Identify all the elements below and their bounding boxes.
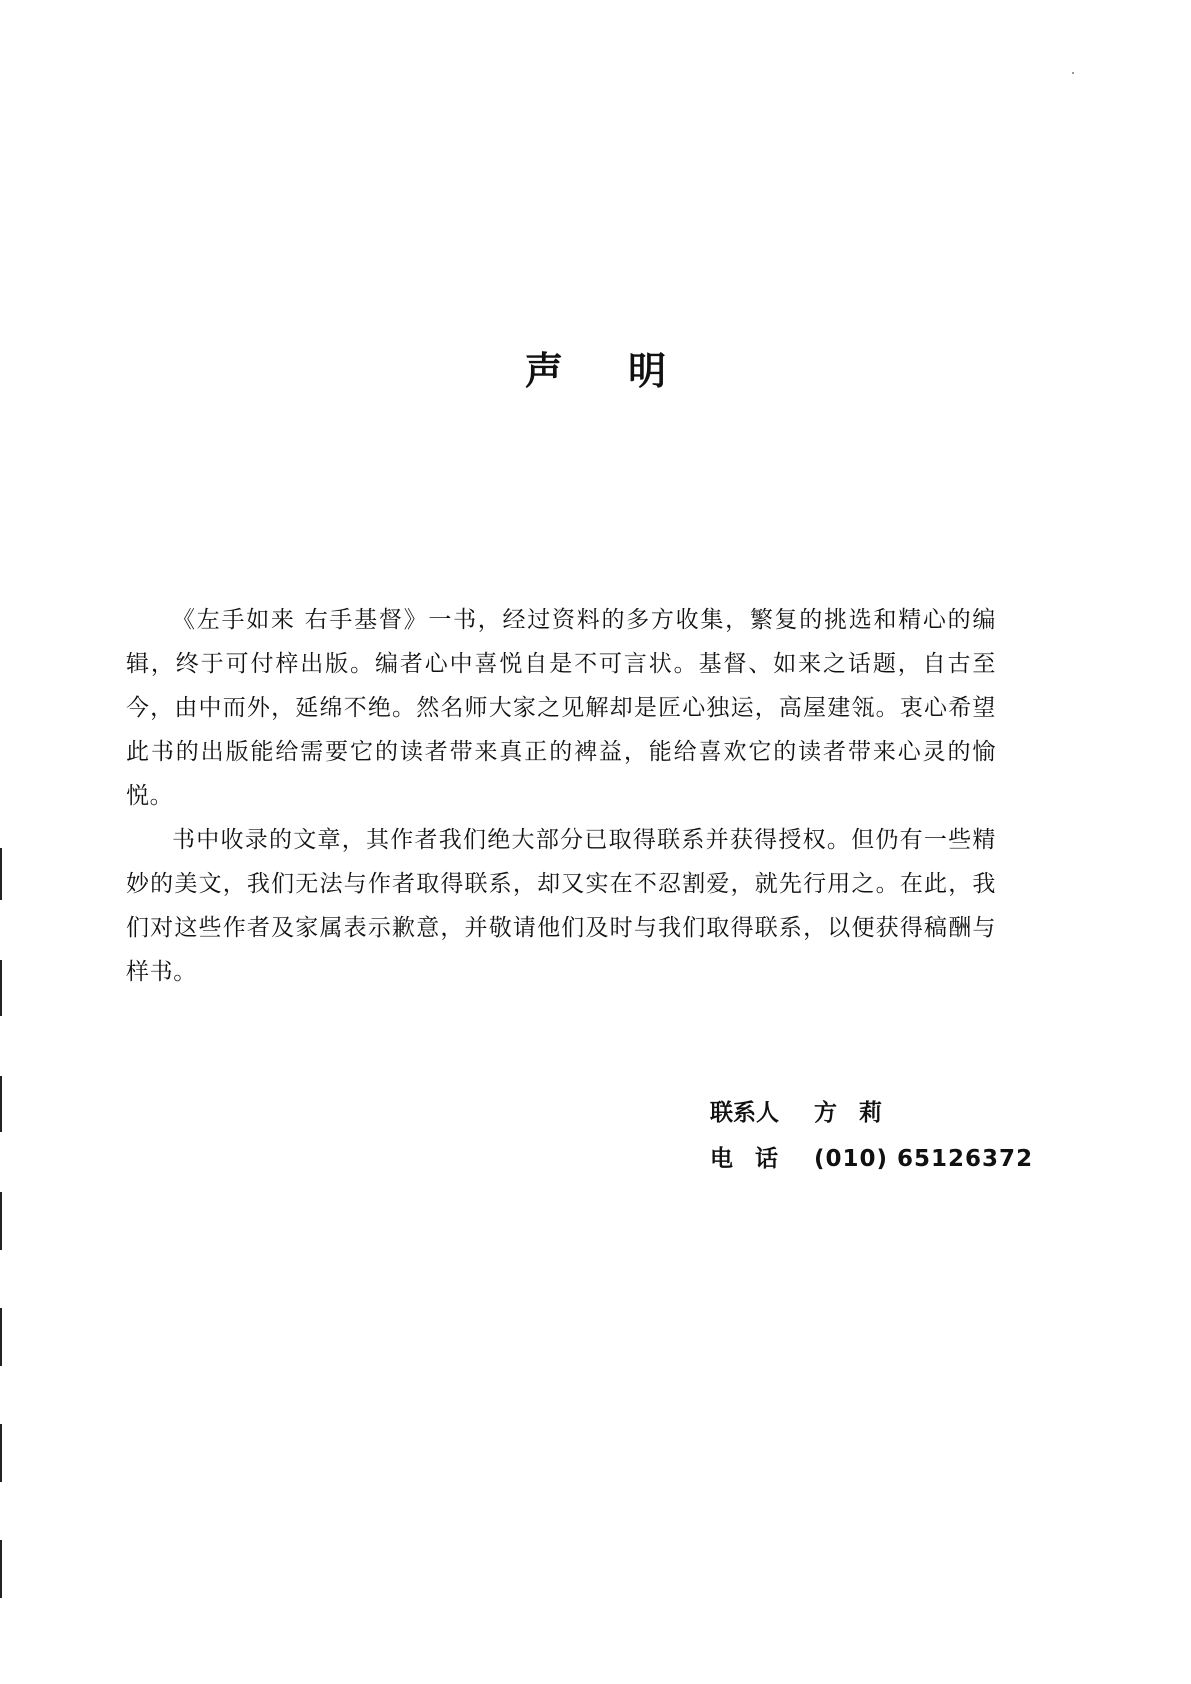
paragraph: 《左手如来 右手基督》一书，经过资料的多方收集，繁复的挑选和精心的编辑，终于可付梓出版。编者心中喜悦自是不可言状。基督、如来之话题，自古至今，由中而外，延绵不绝。然名师大家之见解却是匠心独运，高屋建瓴。衷心希望此书的出版能给需要它的读者带来真正的裨益，能给喜欢它的读者带来心灵的愉悦。 <box>126 607 996 809</box>
scan-edge-mark <box>0 1424 2 1482</box>
scan-edge-mark <box>0 1540 2 1598</box>
statement-body <box>126 598 996 994</box>
contact-person-name: 方莉 <box>814 1100 904 1126</box>
scan-speck <box>1072 72 1074 74</box>
contact-person-row <box>710 1090 1033 1136</box>
paragraph: 书中收录的文章，其作者我们绝大部分已取得联系并获得授权。但仍有一些精妙的美文，我们无法与作者取得联系，却又实在不忍割爱，就先行用之。在此，我们对这些作者及家属表示歉意，并敬请他们及时与我们取得联系，以便获得稿酬与样书。 <box>126 827 996 985</box>
scan-edge-mark <box>0 848 2 900</box>
contact-block <box>710 1090 1033 1182</box>
contact-phone-row <box>710 1136 1033 1182</box>
scan-edge-mark <box>0 960 2 1016</box>
contact-person-label: 联系人 <box>710 1100 779 1126</box>
contact-phone-label: 电话 <box>710 1146 800 1172</box>
contact-phone-number: (010) 65126372 <box>814 1146 1034 1172</box>
scan-edge-mark <box>0 1192 2 1250</box>
scan-edge-mark <box>0 1308 2 1366</box>
page-title: 声 明 <box>524 349 693 393</box>
scan-edge-mark <box>0 1076 2 1132</box>
